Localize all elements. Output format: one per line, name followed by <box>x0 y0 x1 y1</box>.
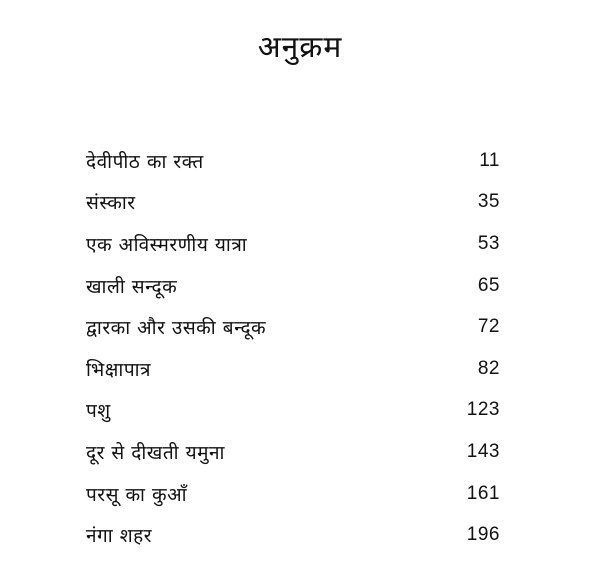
toc-entry <box>86 431 500 473</box>
toc-entry-page-number: 161 <box>466 482 500 504</box>
toc-entry-title: संस्कार <box>86 192 136 215</box>
toc-entry <box>86 348 500 390</box>
toc-entry-title: खाली सन्दूक <box>86 275 178 298</box>
toc-entry <box>86 265 500 307</box>
table-of-contents <box>86 140 500 556</box>
toc-entry-title: नंगा शहर <box>86 525 152 548</box>
toc-entry <box>86 390 500 432</box>
toc-entry <box>86 473 500 515</box>
toc-entry-page-number: 196 <box>466 524 500 546</box>
toc-entry-page-number: 72 <box>477 316 500 338</box>
toc-entry-page-number: 35 <box>477 191 500 213</box>
toc-entry-title: देवीपीठ का रक्त <box>86 150 204 173</box>
toc-entry <box>86 514 500 556</box>
toc-entry-page-number: 11 <box>479 149 500 171</box>
toc-entry-page-number: 82 <box>477 357 500 379</box>
toc-entry <box>86 182 500 224</box>
toc-entry-page-number: 65 <box>477 274 500 296</box>
toc-entry-title: दूर से दीखती यमुना <box>86 441 225 464</box>
toc-entry-title: परसू का कुआँ <box>86 483 188 506</box>
toc-entry-title: द्वारका और उसकी बन्दूक <box>86 317 267 340</box>
toc-entry <box>86 140 500 182</box>
page-title: अनुक्रम <box>257 30 343 65</box>
toc-entry-title: पशु <box>86 400 111 423</box>
toc-entry-page-number: 123 <box>466 399 500 421</box>
toc-entry-page-number: 143 <box>466 440 500 462</box>
toc-entry-page-number: 53 <box>477 232 500 254</box>
toc-entry-title: एक अविस्मरणीय यात्रा <box>86 233 248 256</box>
toc-entry <box>86 306 500 348</box>
toc-entry <box>86 223 500 265</box>
toc-entry-title: भिक्षापात्र <box>86 358 152 381</box>
